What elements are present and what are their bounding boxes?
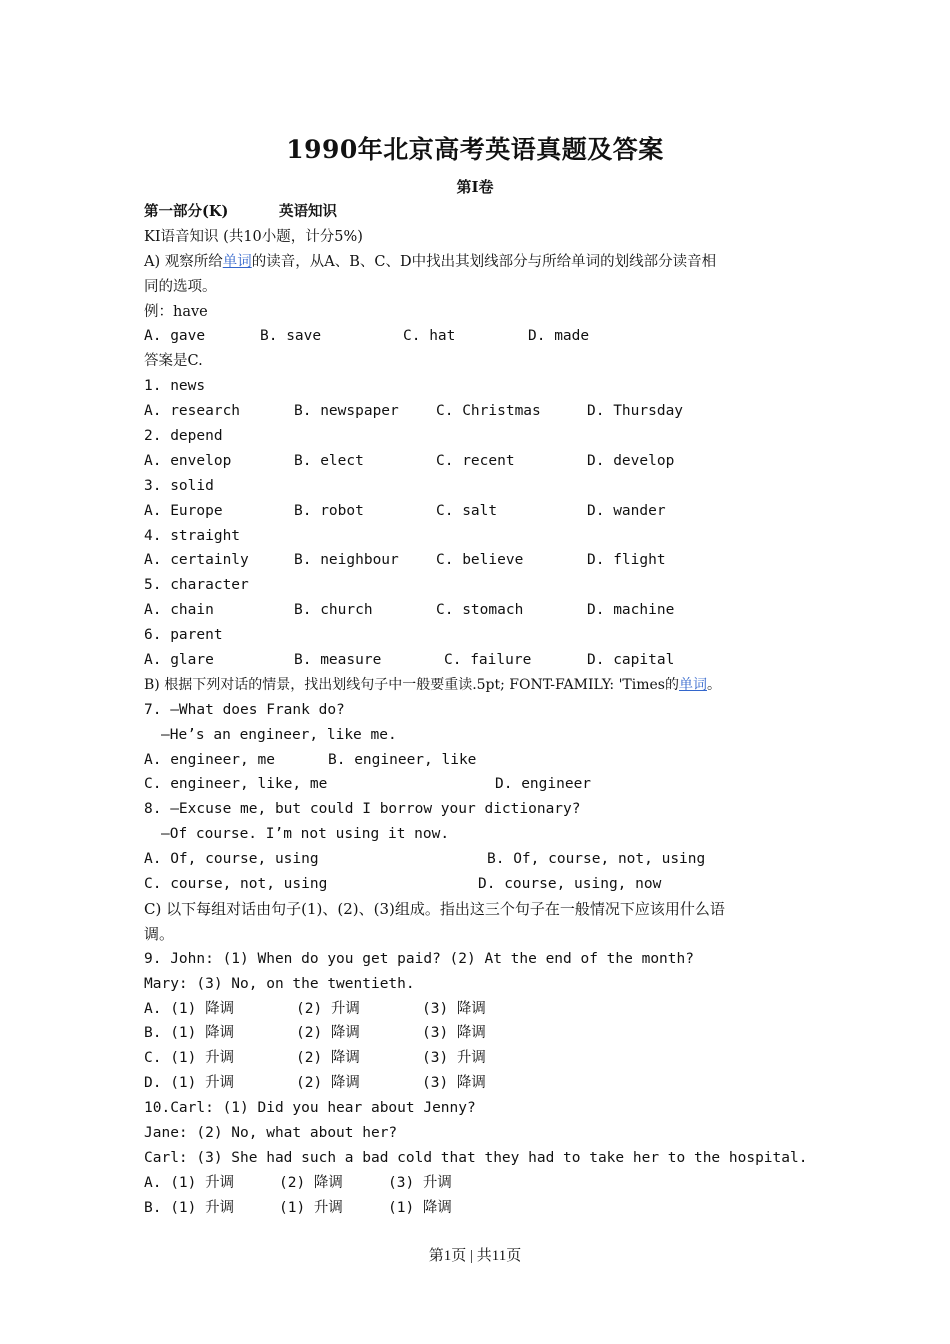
page-title: 1990年北京高考英语真题及答案	[286, 135, 664, 164]
option: D. (1) 升调	[144, 1075, 235, 1092]
question-options	[144, 1071, 824, 1096]
question-options	[144, 1196, 824, 1221]
option: B. elect	[294, 452, 364, 469]
option: B. neighbour	[294, 552, 399, 569]
option: (3) 降调	[422, 1025, 486, 1042]
question-options	[144, 772, 824, 797]
question-options	[144, 1171, 824, 1196]
option: B. robot	[294, 502, 364, 519]
question-dialogue: —He’s an engineer, like me.	[161, 726, 397, 743]
question-options	[144, 499, 824, 524]
option: (3) 降调	[422, 1000, 486, 1017]
section-b-text: B) 根据下列对话的情景，找出划线句子中一般要重读.5pt; FONT-FAMILY: 'Times的	[144, 676, 679, 693]
question-options	[144, 1046, 824, 1071]
question-stem: 7. —What does Frank do?	[144, 701, 345, 718]
option: B. newspaper	[294, 403, 399, 420]
question-options	[144, 399, 824, 424]
example-label: 例：have	[144, 303, 208, 320]
question-options	[144, 997, 824, 1022]
option: (3) 升调	[388, 1174, 452, 1191]
section-c-instruction-cont: 调。	[144, 924, 175, 943]
question-stem: 10.Carl: (1) Did you hear about Jenny?	[144, 1100, 476, 1117]
option: A. envelop	[144, 452, 232, 469]
question-stem: 3. solid	[144, 477, 214, 494]
question-dialogue: Carl: (3) She had such a bad cold that they had to take her to the hospital.	[144, 1149, 808, 1166]
part-name: 英语知识	[279, 203, 337, 220]
option: C. recent	[436, 452, 515, 469]
document-body	[144, 200, 824, 1221]
section-c-instruction: C) 以下每组对话由句子(1)、(2)、(3)组成。指出这三个句子在一般情况下应该用什么语	[144, 899, 725, 918]
question-stem: 8. —Excuse me, but could I borrow your dictionary?	[144, 801, 581, 818]
option: (2) 升调	[296, 1000, 360, 1017]
option: A. research	[144, 403, 241, 420]
option: (1) 升调	[279, 1199, 343, 1216]
option: B. engineer, like	[328, 751, 477, 768]
question-stem: 9. John: (1) When do you get paid? (2) At the end of the month?	[144, 950, 694, 967]
option: D. made	[528, 328, 590, 345]
option: (1) 降调	[388, 1199, 452, 1216]
example-options	[144, 324, 824, 349]
option: (2) 降调	[296, 1025, 360, 1042]
option: C. stomach	[436, 602, 524, 619]
option: D. develop	[587, 452, 675, 469]
section-b-instruction	[144, 673, 824, 698]
question-options	[144, 872, 824, 897]
option: A. certainly	[144, 552, 249, 569]
question-dialogue: Jane: (2) No, what about her?	[144, 1124, 398, 1141]
option: B. (1) 升调	[144, 1199, 235, 1216]
page-footer: 第1页 | 共11页	[428, 1248, 522, 1264]
question-options	[144, 648, 824, 673]
section-b-text-2: 。	[706, 676, 721, 693]
question-options	[144, 598, 824, 623]
question-stem: 2. depend	[144, 428, 223, 445]
option: A. chain	[144, 602, 214, 619]
option: C. believe	[436, 552, 524, 569]
option: A. (1) 升调	[144, 1174, 235, 1191]
option: B. (1) 降调	[144, 1025, 235, 1042]
option: D. flight	[587, 552, 666, 569]
page-subtitle: 第Ⅰ卷	[456, 178, 494, 196]
option: A. gave	[144, 328, 206, 345]
option: (3) 升调	[422, 1050, 486, 1067]
option: B. Of, course, not, using	[487, 851, 706, 868]
question-stem: 4. straight	[144, 527, 241, 544]
example-answer: 答案是C.	[144, 353, 203, 370]
section-a-instruction-cont: 同的选项。	[144, 278, 217, 295]
question-options	[144, 1021, 824, 1046]
question-options	[144, 548, 824, 573]
option: (2) 降调	[279, 1174, 343, 1191]
option: D. wander	[587, 502, 666, 519]
option: A. glare	[144, 652, 214, 669]
section-k1: KⅠ语音知识 (共10小题，计分5%)	[144, 228, 363, 245]
option: C. salt	[436, 502, 498, 519]
part-label: 第一部分(K)	[144, 203, 229, 220]
option: C. failure	[444, 652, 532, 669]
section-a-instruction	[144, 250, 824, 275]
option: (3) 降调	[422, 1075, 486, 1092]
option: A. Europe	[144, 502, 223, 519]
option: D. engineer	[495, 776, 592, 793]
part-heading	[144, 200, 824, 225]
option: D. course, using, now	[478, 876, 662, 893]
option: D. capital	[587, 652, 675, 669]
word-link[interactable]: 单词	[222, 253, 252, 270]
option: C. course, not, using	[144, 876, 328, 893]
option: A. Of, course, using	[144, 851, 319, 868]
option: (2) 降调	[296, 1050, 360, 1067]
question-options	[144, 847, 824, 872]
question-stem: 5. character	[144, 577, 249, 594]
section-a-text-2: 的读音，从A、B、C、D中找出其划线部分与所给单词的划线部分读音相	[251, 253, 717, 270]
option: C. hat	[403, 328, 456, 345]
option: A. (1) 降调	[144, 1000, 235, 1017]
option: C. Christmas	[436, 403, 541, 420]
question-options	[144, 449, 824, 474]
option: (2) 降调	[296, 1075, 360, 1092]
question-dialogue: Mary: (3) No, on the twentieth.	[144, 975, 415, 992]
option: D. Thursday	[587, 403, 684, 420]
option: B. church	[294, 602, 373, 619]
option: B. measure	[294, 652, 382, 669]
question-stem: 6. parent	[144, 627, 223, 644]
option: B. save	[260, 328, 322, 345]
option: A. engineer, me	[144, 751, 275, 768]
option: C. (1) 升调	[144, 1050, 235, 1067]
question-options	[144, 748, 824, 773]
section-a-text: A) 观察所给	[144, 253, 223, 270]
question-dialogue: —Of course. I’m not using it now.	[161, 826, 450, 843]
option: C. engineer, like, me	[144, 776, 328, 793]
question-stem: 1. news	[144, 378, 206, 395]
word-link[interactable]: 单词	[678, 676, 707, 693]
option: D. machine	[587, 602, 675, 619]
